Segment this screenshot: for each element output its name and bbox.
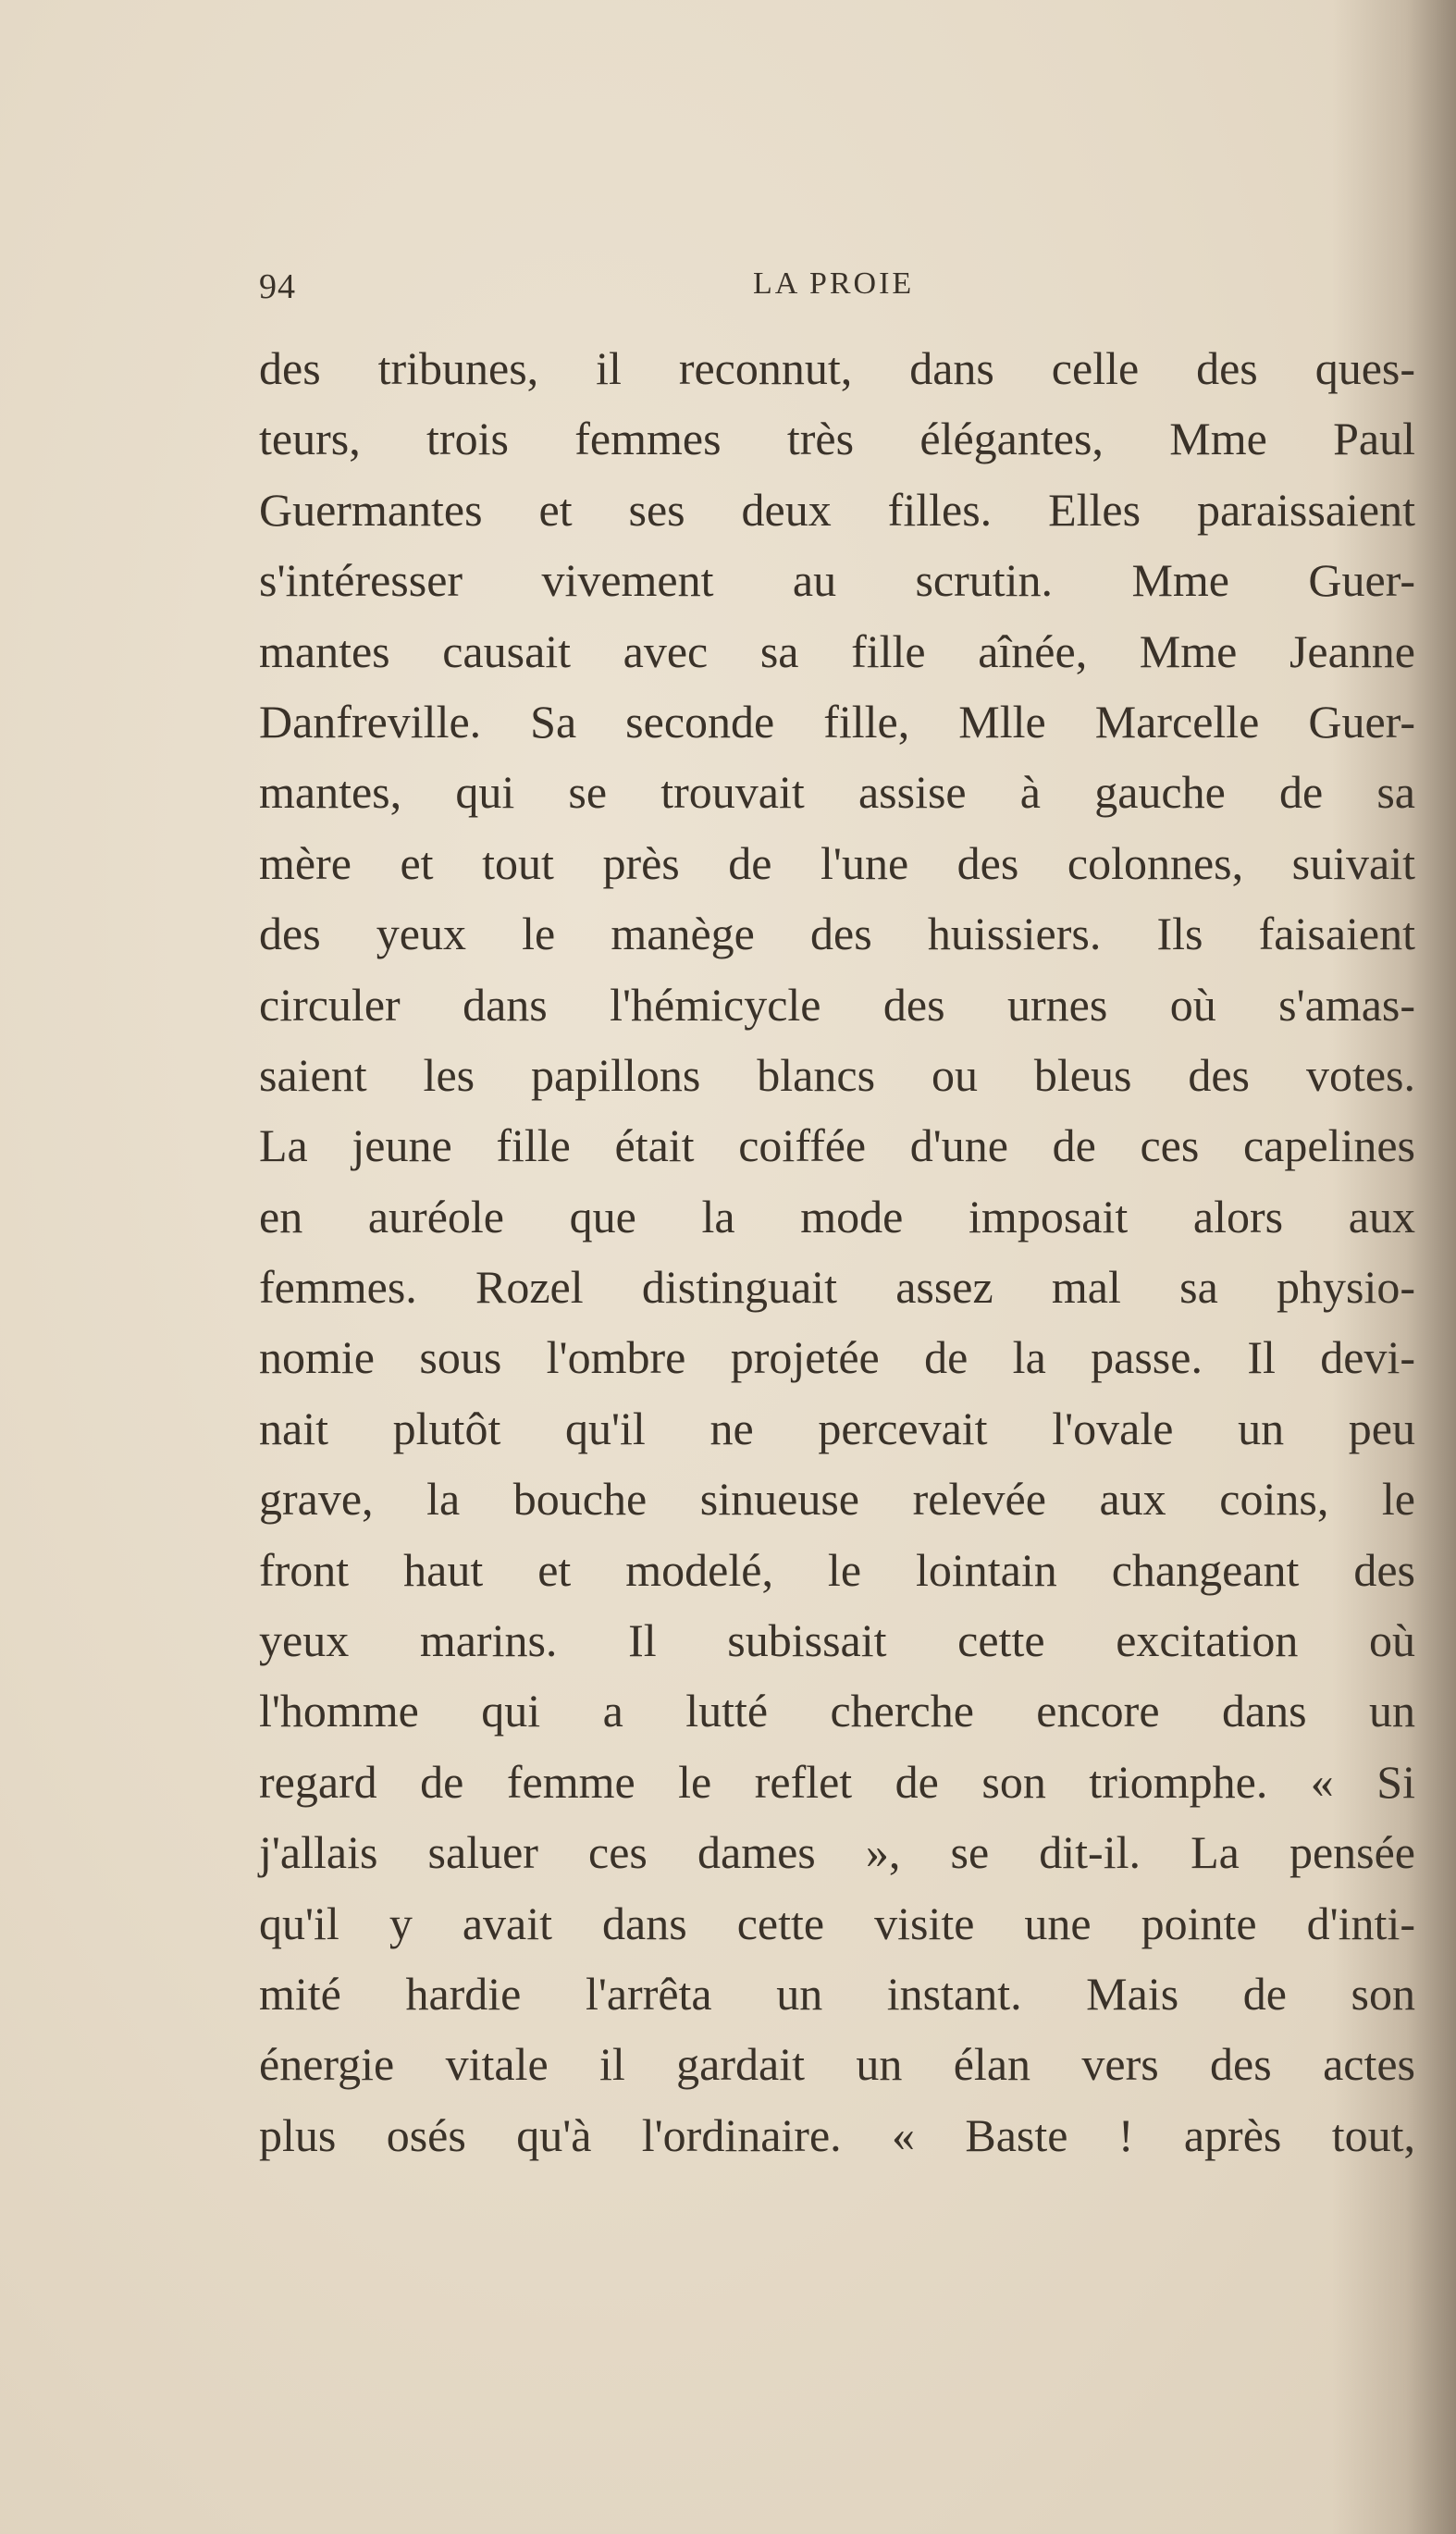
running-head — [259, 266, 1415, 313]
text-line: teurs, trois femmes très élégantes, Mme Paul — [259, 413, 1415, 465]
text-line: plus osés qu'à l'ordinaire. « Baste ! après tout, — [259, 2108, 1415, 2161]
page-number: 94 — [259, 267, 296, 306]
body-text — [259, 333, 1415, 2170]
text-line: s'intéresser vivement au scrutin. Mme Guer- — [259, 554, 1415, 607]
text-line: nomie sous l'ombre projetée de la passe. Il devi- — [259, 1331, 1415, 1384]
text-line: j'allais saluer ces dames », se dit-il. La pensée — [259, 1826, 1415, 1879]
text-line: des yeux le manège des huissiers. Ils faisaient — [259, 908, 1415, 960]
text-line: grave, la bouche sinueuse relevée aux coins, le — [259, 1473, 1415, 1526]
text-line: Guermantes et ses deux filles. Elles paraissaient — [259, 483, 1415, 536]
text-line: yeux marins. Il subissait cette excitation où — [259, 1614, 1415, 1667]
text-line: nait plutôt qu'il ne percevait l'ovale un peu — [259, 1402, 1415, 1454]
text-line: femmes. Rozel distinguait assez mal sa physio- — [259, 1261, 1415, 1314]
text-line: mité hardie l'arrêta un instant. Mais de son — [259, 1967, 1415, 2020]
running-title: LA PROIE — [753, 266, 915, 301]
text-line: Danfreville. Sa seconde fille, Mlle Marcelle Guer- — [259, 695, 1415, 748]
text-line: énergie vitale il gardait un élan vers des actes — [259, 2038, 1415, 2091]
text-line: des tribunes, il reconnut, dans celle des ques- — [259, 342, 1415, 394]
text-line: front haut et modelé, le lointain changeant des — [259, 1543, 1415, 1596]
text-line: mantes causait avec sa fille aînée, Mme Jeanne — [259, 624, 1415, 677]
text-line: La jeune fille était coiffée d'une de ces capelines — [259, 1119, 1415, 1172]
text-line: qu'il y avait dans cette visite une pointe d'inti- — [259, 1897, 1415, 1949]
text-line: saient les papillons blancs ou bleus des votes. — [259, 1048, 1415, 1101]
text-line: en auréole que la mode imposait alors aux — [259, 1190, 1415, 1242]
text-line: circuler dans l'hémicycle des urnes où s'amas- — [259, 978, 1415, 1031]
text-line: mantes, qui se trouvait assise à gauche de sa — [259, 766, 1415, 819]
text-line: regard de femme le reflet de son triomphe. « Si — [259, 1755, 1415, 1808]
text-line: l'homme qui a lutté cherche encore dans un — [259, 1685, 1415, 1737]
text-line: mère et tout près de l'une des colonnes, suivait — [259, 836, 1415, 889]
